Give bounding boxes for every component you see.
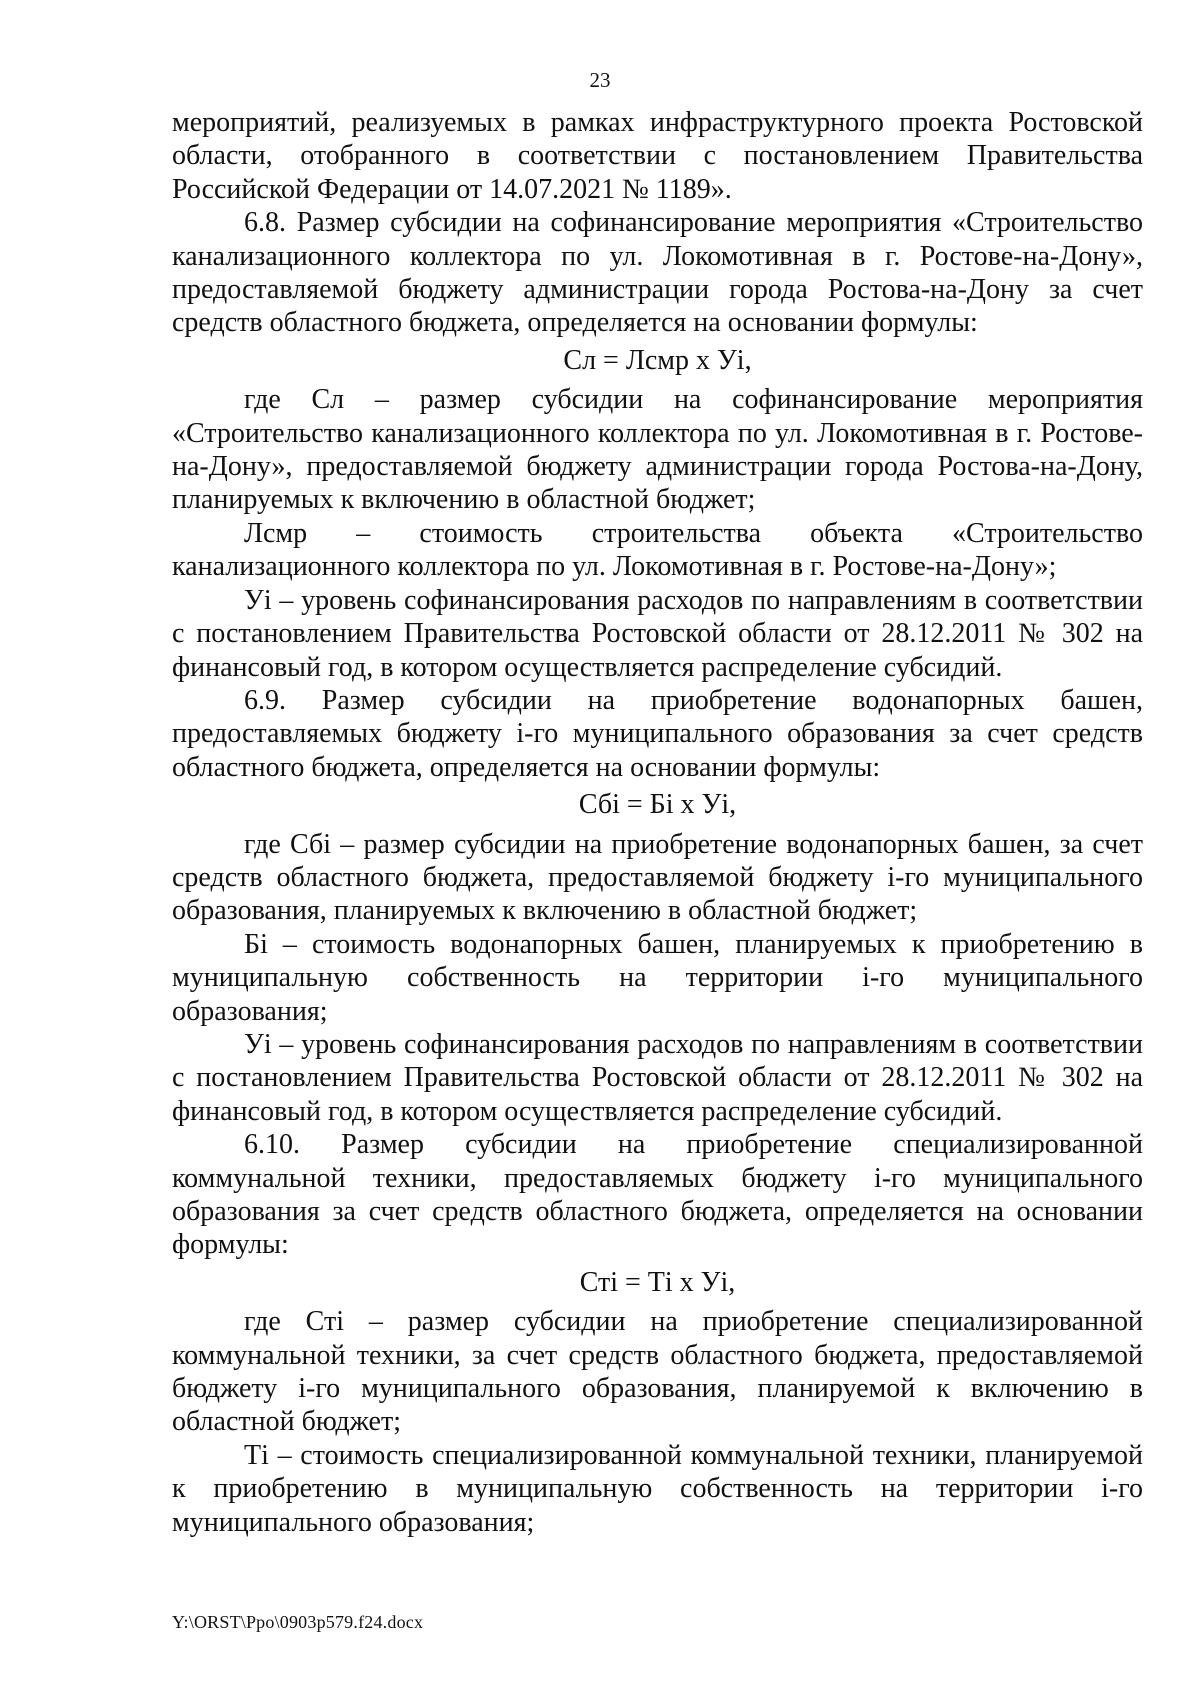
page-number: 23	[589, 68, 611, 92]
file-path-footer: Y:\ORST\Ppo\0903p579.f24.docx	[172, 1612, 424, 1632]
document-body	[172, 106, 1143, 1539]
definition-sbi: где Сбi – размер субсидии на приобретение водонапорных башен, за счет средств областного бюджета, предоставляемой бюджету i-го муниципального образования, планируемых к включению в областной бюджет;	[172, 828, 1143, 927]
definition-ui-1: Уi – уровень софинансирования расходов по направлениям в соответствии с постановлением Правительства Ростовской области от 28.12.2011 № 302 на финансовый год, в котором осуществляется распределение субсидий.	[172, 584, 1143, 683]
definition-sl: где Сл – размер субсидии на софинансирование мероприятия «Строительство канализационного коллектора по ул. Локомотивная в г. Ростове-на-Дону», предоставляемой бюджету администрации города Ростова-на-Дону, планируемых к включению в областной бюджет;	[172, 384, 1143, 516]
definition-sti: где Стi – размер субсидии на приобретение специализированной коммунальной техники, за счет средств областного бюджета, предоставляемой бюджету i-го муниципального образования, планируемой к включению в областной бюджет;	[172, 1306, 1143, 1438]
paragraph-continuation: мероприятий, реализуемых в рамках инфраструктурного проекта Ростовской области, отобранного в соответствии с постановлением Правительства Российской Федерации от 14.07.2021 № 1189».	[172, 107, 1143, 205]
paragraph-6-9: 6.9. Размер субсидии на приобретение водонапорных башен, предоставляемых бюджету i-го муниципального образования за счет средств областного бюджета, определяется на основании формулы:	[172, 684, 1143, 783]
definition-lsmr: Лсмр – стоимость строительства объекта «Строительство канализационного коллектора по ул. Локомотивная в г. Ростове-на-Дону»;	[172, 517, 1143, 583]
formula-sl: Сл = Лсмр х Уi,	[563, 344, 752, 376]
definition-bi: Бi – стоимость водонапорных башен, планируемых к приобретению в муниципальную собственность на территории i-го муниципального образования;	[172, 928, 1143, 1027]
formula-sti: Стi = Тi х Уi,	[579, 1266, 736, 1298]
paragraph-6-10: 6.10. Размер субсидии на приобретение специализированной коммунальной техники, предоставляемых бюджету i-го муниципального образования за счет средств областного бюджета, определяется на основании формулы:	[172, 1129, 1143, 1261]
paragraph-6-8: 6.8. Размер субсидии на софинансирование мероприятия «Строительство канализационного коллектора по ул. Локомотивная в г. Ростове-на-Дону», предоставляемой бюджету администрации города Ростова-на-Дону за счет средств областного бюджета, определяется на основании формулы:	[172, 207, 1143, 339]
definition-ui-2: Уi – уровень софинансирования расходов по направлениям в соответствии с постановлением Правительства Ростовской области от 28.12.2011 № 302 на финансовый год, в котором осуществляется распределение субсидий.	[172, 1028, 1143, 1127]
formula-sbi: Сбi = Бi х Уi,	[578, 789, 737, 821]
definition-ti: Тi – стоимость специализированной коммунальной техники, планируемой к приобретению в муниципальную собственность на территории i-го муниципального образования;	[172, 1439, 1143, 1538]
